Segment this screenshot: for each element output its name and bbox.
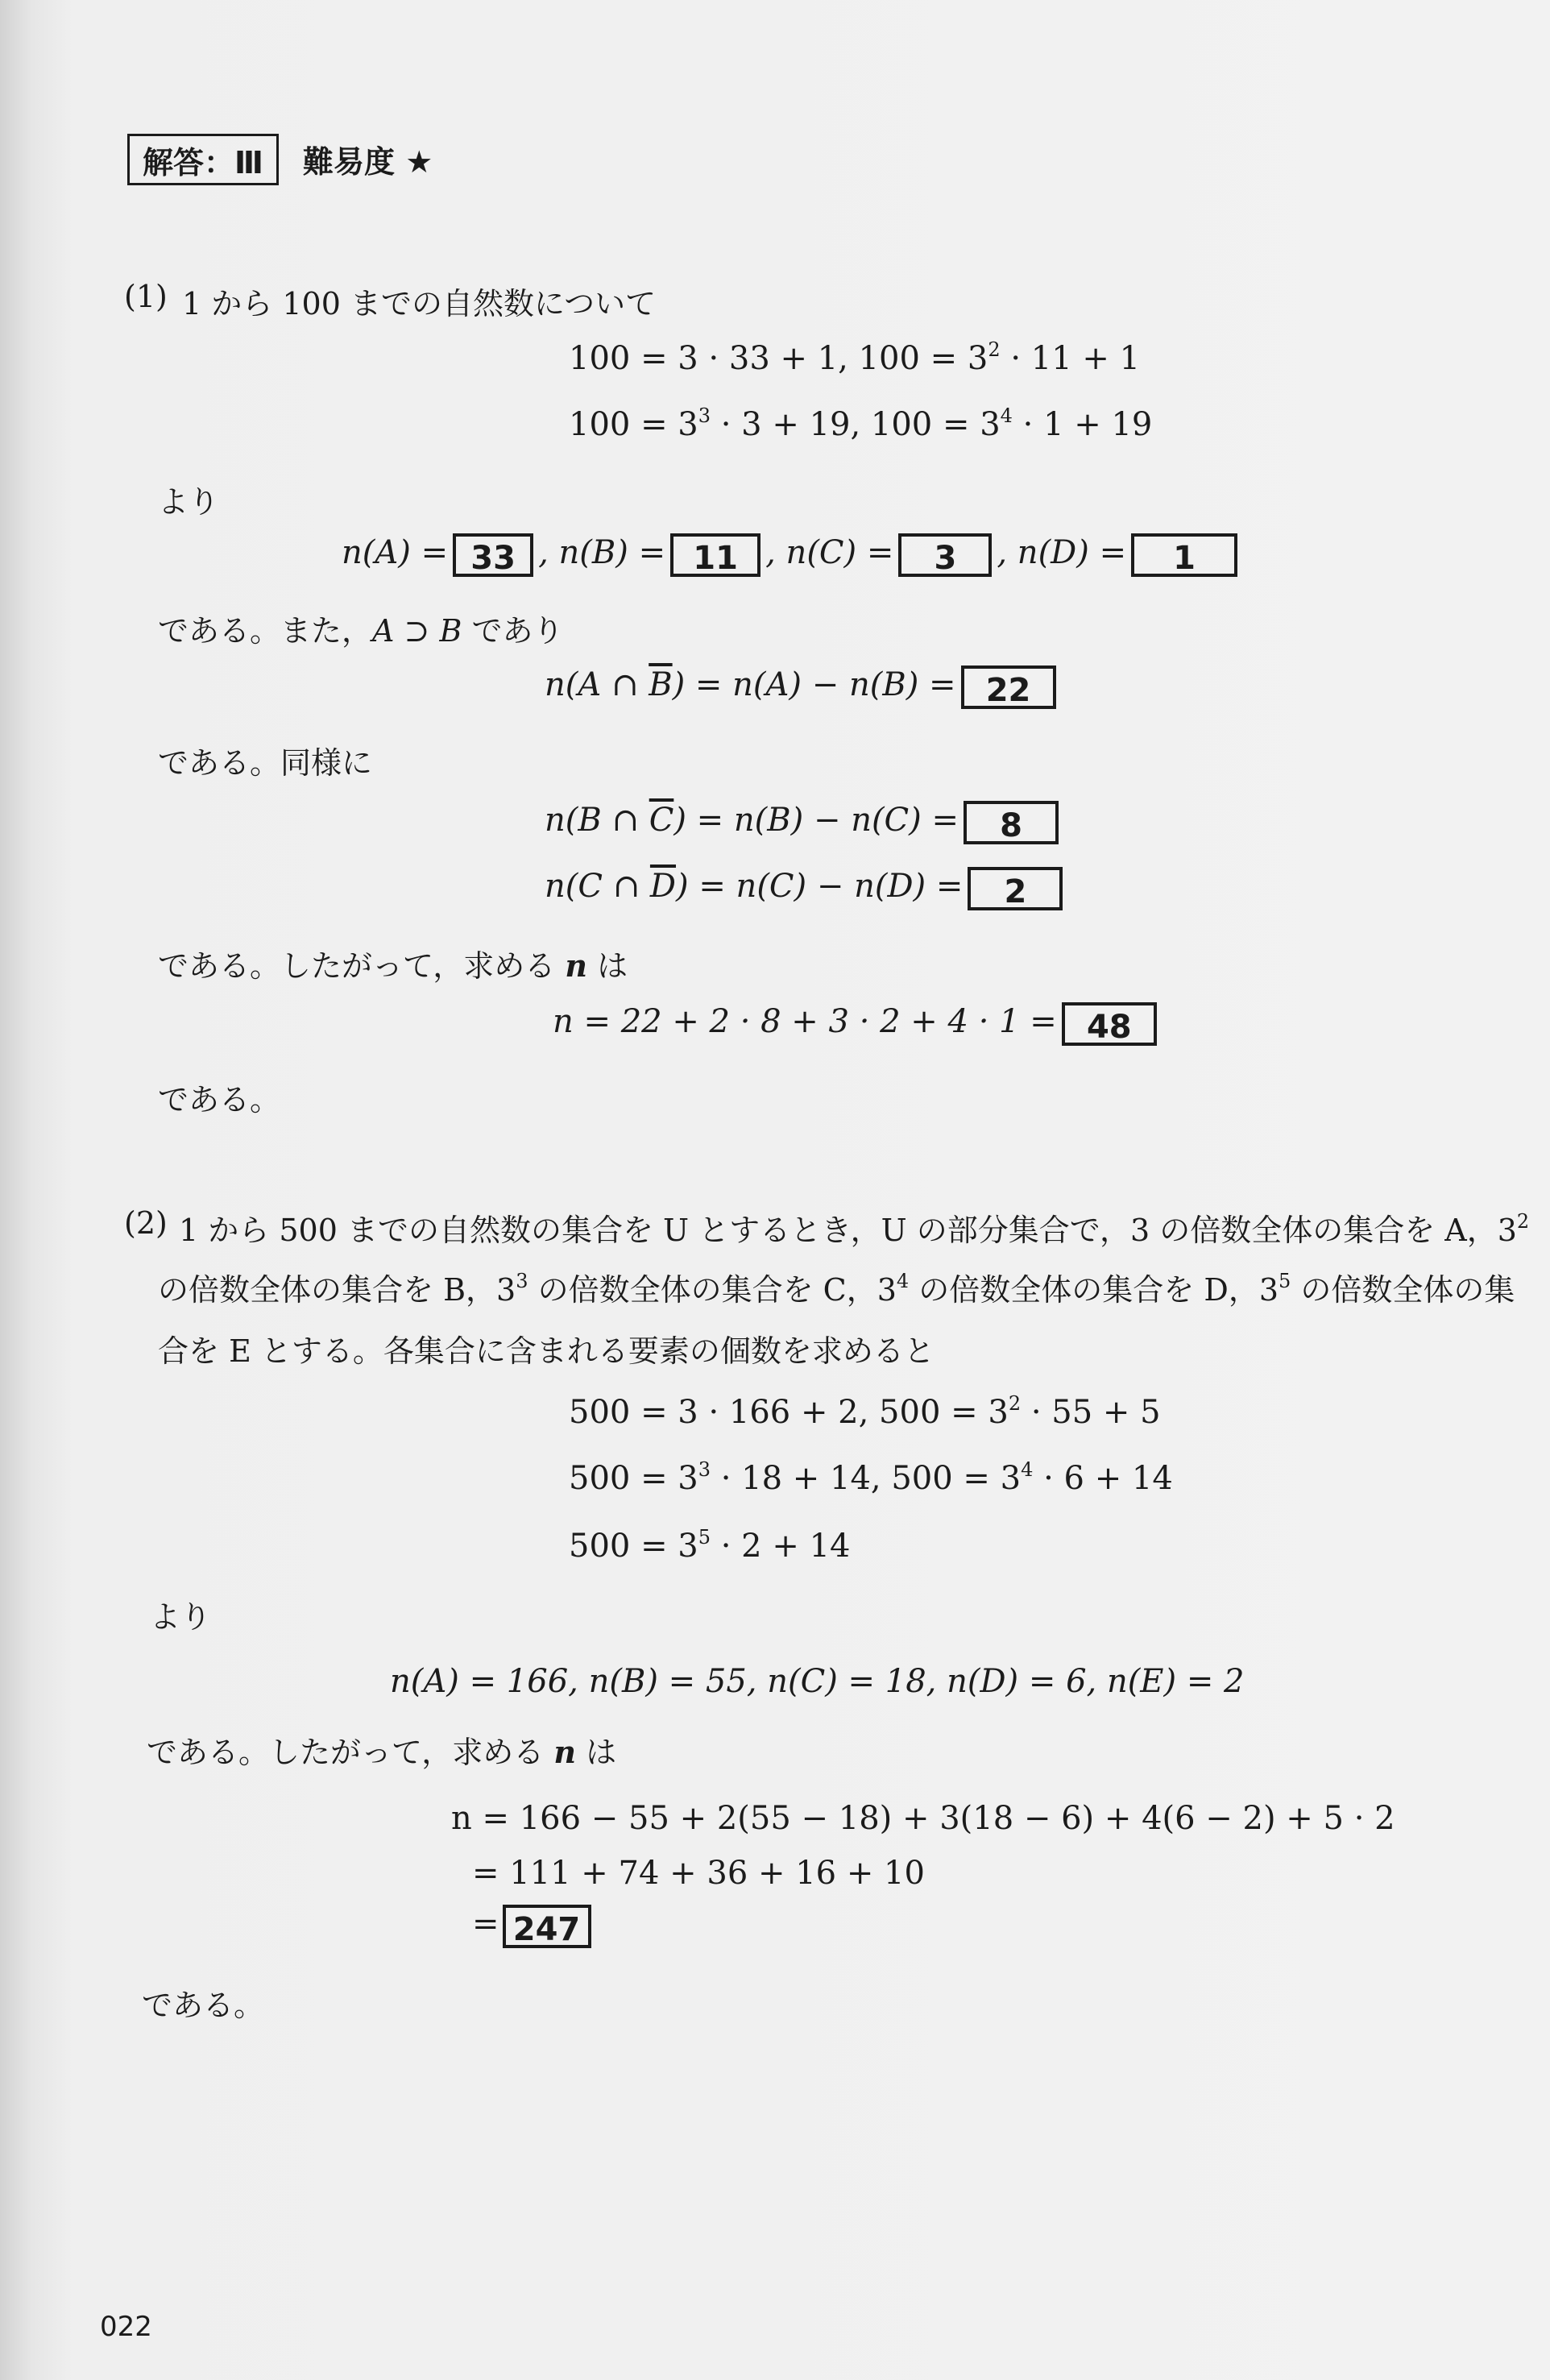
- q2-equation-2: $500 = 3^3 \cdot 18 + 14$, $500 = 3^4 \cdot 6 + 14$: [569, 1458, 1173, 1497]
- answer-box-nC: 3: [898, 533, 992, 577]
- q2-end: である。: [142, 1988, 265, 2023]
- answer-label-box: [127, 134, 279, 185]
- answer-box-nD: 1: [1131, 533, 1237, 577]
- difficulty-label: 難易度 ★: [303, 144, 433, 180]
- answer-box-sum: 48: [1062, 1002, 1157, 1046]
- q1-equation-2: $100 = 3^3 \cdot 3 + 19$, $100 = 3^4 \cdot 1 + 19$: [569, 404, 1153, 443]
- q2-calc-2: = 111 + 74 + 36 + 16 + 10: [472, 1855, 925, 1892]
- q1-eq-bc: n(B ∩ $\overline{C}) = n(B) - n(C) = 8$: [545, 801, 1063, 844]
- q2-line-1: 1 から 500 までの自然数の集合を U とするとき，U の部分集合で，3 の倍数全体の集合を A，$3^2$: [179, 1210, 1530, 1248]
- answer-box-cd: 2: [968, 867, 1063, 910]
- answer-box-nA: 33: [453, 533, 533, 577]
- q1-sum: n = 22 + 2 · 8 + 3 · 2 + 4 · 1 = 48: [553, 1002, 1162, 1046]
- q1-counts-row: n(A) = 33 , n(B) = 11 , n(C) = 3 , n(D) = 1: [342, 533, 1242, 577]
- q2-calc-3: = 247: [472, 1905, 596, 1948]
- q2-line-2: の倍数全体の集合を B，$3^3$ の倍数全体の集合を C，$3^4$ の倍数全体の集合を D，$3^5$ の倍数全体の集: [158, 1270, 1515, 1308]
- q1-yori: より: [158, 484, 220, 520]
- q2-line-3: 合を E とする。各集合に含まれる要素の個数を求めると: [158, 1333, 935, 1369]
- q2-number: (2): [124, 1205, 168, 1241]
- answer-box-bc: 8: [964, 801, 1059, 844]
- q1-end: である。: [158, 1082, 281, 1117]
- q1-eq-cd: n(C ∩ $\overline{D}) = n(C) - n(D) = 2$: [545, 867, 1067, 910]
- answer-box-ab: 22: [961, 665, 1056, 709]
- answer-box-nB: 11: [670, 533, 760, 577]
- q1-intro: 1 から 100 までの自然数について: [182, 286, 657, 321]
- q2-counts: n(A) = 166, n(B) = 55, n(C) = 18, n(D) = 6, n(E) = 2: [390, 1663, 1245, 1700]
- page-number: 022: [100, 2311, 152, 2343]
- q2-yori: より: [150, 1599, 212, 1635]
- q1-number: (1): [124, 279, 168, 314]
- q1-eq-ab: n(A ∩ $\overline{B}) = n(A) - n(B) = 22$: [545, 665, 1061, 709]
- answer-box-final: 247: [503, 1905, 591, 1948]
- q2-equation-1: 500 = 3 · 166 + 2, $500 = 3^2 \cdot 55 + 5$: [569, 1392, 1161, 1431]
- q1-text-4: である。したがって，求める n は: [158, 947, 628, 984]
- q2-equation-3: $500 = 3^5 \cdot 2 + 14$: [569, 1526, 851, 1565]
- q2-text: である。したがって，求める n は: [147, 1734, 617, 1770]
- answer-label: 解答：Ⅲ: [143, 144, 263, 180]
- q1-text-2: である。また，A ⊃ B であり: [158, 613, 564, 649]
- q1-text-3: である。同様に: [158, 745, 373, 781]
- q1-equation-1: 100 = 3 · 33 + 1, $100 = 3^2 \cdot 11 + 1$: [569, 338, 1141, 377]
- q2-calc-1: n = 166 − 55 + 2(55 − 18) + 3(18 − 6) + 4(6 − 2) + 5 · 2: [451, 1800, 1395, 1837]
